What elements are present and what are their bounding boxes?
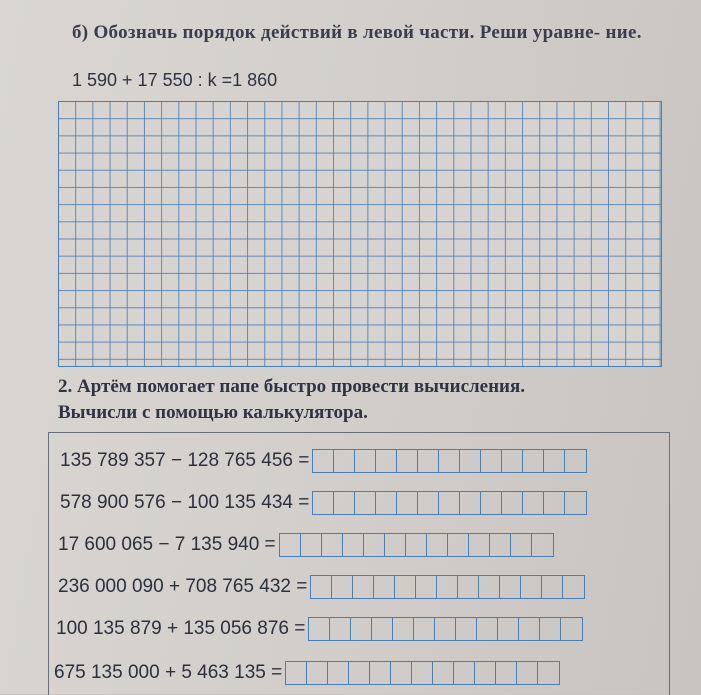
calculation-expression: 578 900 576 − 100 135 434 = <box>60 492 310 513</box>
task-2-title-line-2: Вычисли с помощью калькулятора. <box>58 402 368 423</box>
answer-cell[interactable] <box>385 534 406 556</box>
answer-cell[interactable] <box>418 450 439 472</box>
answer-cell[interactable] <box>477 618 498 640</box>
calculation-expression: 100 135 879 + 135 056 876 = <box>56 618 306 639</box>
answer-cell[interactable] <box>393 618 414 640</box>
answer-cell[interactable] <box>355 450 376 472</box>
answer-cell[interactable] <box>439 492 460 514</box>
answer-cell[interactable] <box>412 662 433 684</box>
answer-cell[interactable] <box>406 534 427 556</box>
calculation-expression: 675 135 000 + 5 463 135 = <box>54 662 283 683</box>
answer-cell[interactable] <box>521 576 542 598</box>
answer-cell[interactable] <box>523 492 544 514</box>
calculation-row-5 <box>56 614 583 644</box>
answer-cell[interactable] <box>372 618 393 640</box>
answer-cell[interactable] <box>376 450 397 472</box>
answer-cells[interactable] <box>312 491 587 515</box>
answer-cell[interactable] <box>427 534 448 556</box>
calculation-row-1 <box>60 446 587 476</box>
answer-cell[interactable] <box>498 618 519 640</box>
answer-cell[interactable] <box>313 492 334 514</box>
answer-cell[interactable] <box>561 618 582 640</box>
answer-cell[interactable] <box>454 662 475 684</box>
answer-cell[interactable] <box>481 492 502 514</box>
answer-cell[interactable] <box>479 576 500 598</box>
answer-cell[interactable] <box>565 492 586 514</box>
answer-cell[interactable] <box>364 534 385 556</box>
answer-cell[interactable] <box>523 450 544 472</box>
answer-cell[interactable] <box>540 618 561 640</box>
task-2-heading <box>58 374 678 426</box>
answer-cells[interactable] <box>310 575 585 599</box>
answer-cell[interactable] <box>458 576 479 598</box>
answer-cell[interactable] <box>307 662 328 684</box>
answer-cell[interactable] <box>502 450 523 472</box>
answer-cell[interactable] <box>330 618 351 640</box>
answer-cell[interactable] <box>280 534 301 556</box>
answer-cell[interactable] <box>517 662 538 684</box>
answer-cell[interactable] <box>343 534 364 556</box>
answer-cells[interactable] <box>279 533 554 557</box>
answer-cell[interactable] <box>469 534 490 556</box>
answer-cell[interactable] <box>313 450 334 472</box>
task-b-equation: 1 590 + 17 550 : k =1 860 <box>72 70 278 90</box>
answer-cell[interactable] <box>286 662 307 684</box>
answer-cell[interactable] <box>328 662 349 684</box>
answer-cell[interactable] <box>538 662 559 684</box>
answer-cell[interactable] <box>311 576 332 598</box>
answer-cell[interactable] <box>433 662 454 684</box>
answer-cell[interactable] <box>448 534 469 556</box>
calculation-expression: 135 789 357 − 128 765 456 = <box>60 450 310 471</box>
calculation-row-3 <box>58 530 554 560</box>
answer-cell[interactable] <box>475 662 496 684</box>
answer-cell[interactable] <box>370 662 391 684</box>
answer-cell[interactable] <box>351 618 372 640</box>
answer-cell[interactable] <box>349 662 370 684</box>
answer-cell[interactable] <box>460 450 481 472</box>
answer-cell[interactable] <box>355 492 376 514</box>
answer-cell[interactable] <box>532 534 553 556</box>
answer-cell[interactable] <box>437 576 458 598</box>
calculation-row-2 <box>60 488 587 518</box>
answer-cells[interactable] <box>308 617 583 641</box>
answer-cell[interactable] <box>544 450 565 472</box>
answer-cell[interactable] <box>376 492 397 514</box>
answer-cell[interactable] <box>395 576 416 598</box>
answer-cell[interactable] <box>416 576 437 598</box>
squared-answer-grid[interactable] <box>58 101 662 367</box>
task-b-instruction: б) Обозначь порядок действий в левой части. Реши уравне- ние. <box>72 22 642 43</box>
answer-cell[interactable] <box>511 534 532 556</box>
calculation-expression: 236 000 090 + 708 765 432 = <box>58 576 308 597</box>
answer-cell[interactable] <box>301 534 322 556</box>
answer-cell[interactable] <box>542 576 563 598</box>
answer-cell[interactable] <box>439 450 460 472</box>
answer-cell[interactable] <box>322 534 343 556</box>
answer-cell[interactable] <box>435 618 456 640</box>
answer-cells[interactable] <box>312 449 587 473</box>
answer-cell[interactable] <box>456 618 477 640</box>
task-2-title-line-1: 2. Артём помогает папе быстро провести вычисления. <box>58 376 526 397</box>
answer-cell[interactable] <box>519 618 540 640</box>
answer-cell[interactable] <box>418 492 439 514</box>
answer-cell[interactable] <box>490 534 511 556</box>
answer-cell[interactable] <box>414 618 435 640</box>
answer-cell[interactable] <box>334 492 355 514</box>
answer-cell[interactable] <box>460 492 481 514</box>
answer-cell[interactable] <box>565 450 586 472</box>
answer-cell[interactable] <box>391 662 412 684</box>
answer-cell[interactable] <box>500 576 521 598</box>
answer-cell[interactable] <box>309 618 330 640</box>
calculation-row-6 <box>54 658 560 688</box>
answer-cell[interactable] <box>397 492 418 514</box>
answer-cell[interactable] <box>334 450 355 472</box>
answer-cell[interactable] <box>332 576 353 598</box>
answer-cell[interactable] <box>544 492 565 514</box>
calculation-row-4 <box>58 572 585 602</box>
answer-cell[interactable] <box>563 576 584 598</box>
answer-cell[interactable] <box>496 662 517 684</box>
answer-cell[interactable] <box>374 576 395 598</box>
answer-cells[interactable] <box>285 661 560 685</box>
calculation-expression: 17 600 065 − 7 135 940 = <box>58 534 276 555</box>
answer-cell[interactable] <box>397 450 418 472</box>
answer-cell[interactable] <box>353 576 374 598</box>
answer-cell[interactable] <box>481 450 502 472</box>
answer-cell[interactable] <box>502 492 523 514</box>
